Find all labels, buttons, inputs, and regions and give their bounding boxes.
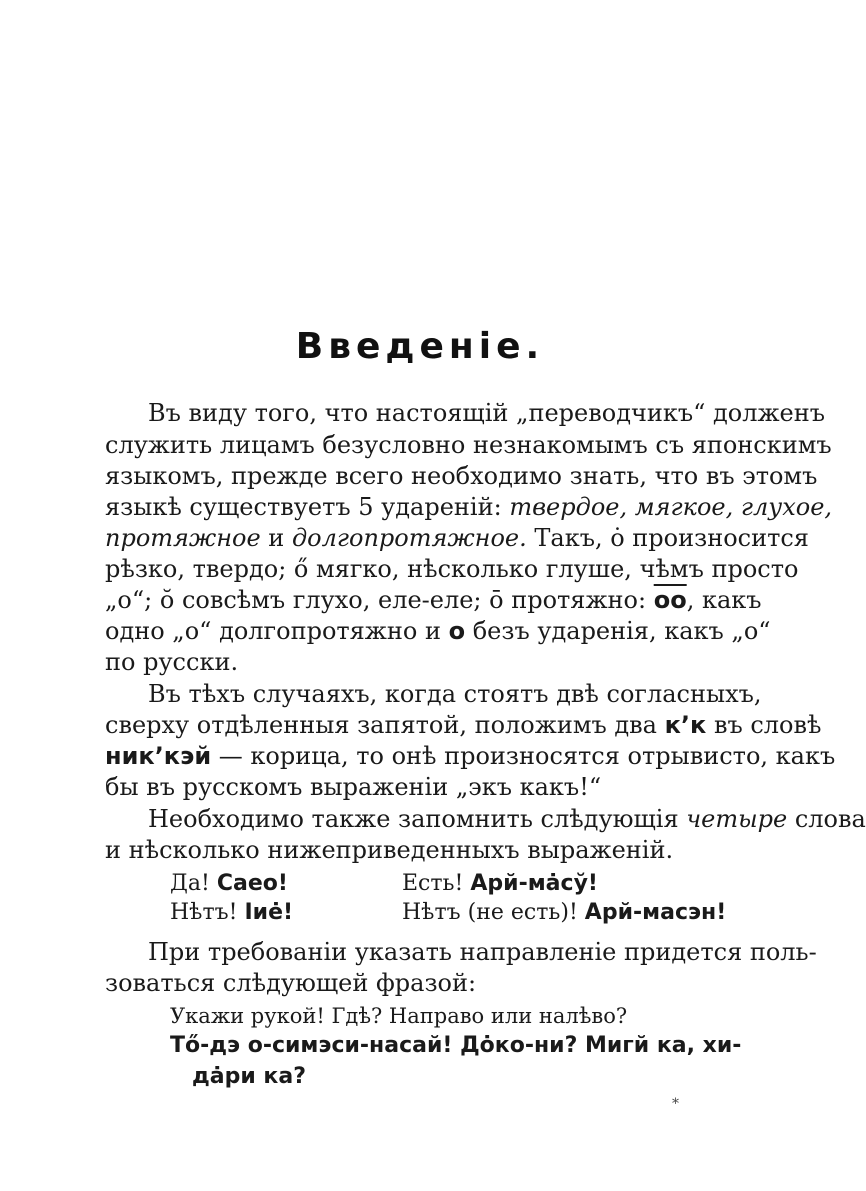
phrase-row1-jp: Саео!	[216, 871, 288, 896]
para1-line5-italic1: протяжное	[105, 524, 261, 552]
phrase-row2-ru2	[402, 898, 726, 928]
phrase-row1-ru	[170, 869, 288, 899]
para1-line8	[105, 616, 771, 646]
para1-line5	[105, 523, 809, 553]
para1-line8-text1: одно „о“ долгопротяжно и	[105, 617, 449, 645]
para1-line5-italic2: долгопротяжное.	[291, 524, 527, 552]
phrase-row1-jp2: Арй-мȧсў!	[470, 871, 598, 896]
phrase-row2-ru-text: Нѣтъ!	[170, 900, 238, 925]
para4-line2: зоваться слѣдующей фразой:	[105, 969, 477, 997]
para1-line5-text1: и	[260, 524, 292, 552]
para2-line2-text1: сверху отдѣленныя запятой, положимъ два	[105, 711, 665, 739]
para3-line1-text2: слова	[787, 805, 866, 833]
para1-line8-text2: безъ ударенія, какъ „о“	[465, 617, 771, 645]
para1-line5-text2: Такъ, ȯ произносится	[526, 524, 809, 552]
phrase-row1-ru2-text: Есть!	[402, 871, 464, 896]
para1-line4-italic: твердое, мягкое, глухое,	[509, 493, 833, 521]
para1-line7	[105, 585, 762, 615]
para1-line4	[105, 492, 833, 522]
para1-line7-text1: „о“; ŏ совсѣмъ глухо, еле-еле; ō протяжно:	[105, 586, 647, 614]
para1-line1: Въ виду того, что настоящій „переводчикъ“ долженъ	[148, 399, 826, 427]
para2-line3	[105, 741, 836, 771]
para3-line1-italic: четыре	[686, 805, 788, 833]
para1-line3: языкомъ, прежде всего необходимо знать, что въ этомъ	[105, 462, 818, 490]
phrase-row2-ru	[170, 898, 293, 928]
para2-line2-bold: к’к	[664, 711, 707, 739]
para2-line1: Въ тѣхъ случаяхъ, когда стоятъ двѣ согласныхъ,	[148, 680, 762, 708]
para1-line7-text2: , какъ	[686, 586, 762, 614]
phrase-row2-ru2-text: Нѣтъ (не есть)!	[402, 900, 578, 925]
para2-line3-bold: ник’кэй	[105, 742, 212, 770]
example-ru: Укажи рукой! Гдѣ? Направо или налѣво?	[170, 1004, 628, 1028]
para1-line6: рѣзко, твердо; ő мягко, нѣсколько глуше, чѣмъ просто	[105, 555, 799, 583]
para2-line3-text: — корица, то онѣ произносятся отрывисто, какъ	[211, 742, 836, 770]
phrase-row2-jp2: Арй-масэн!	[584, 900, 727, 925]
para3-line2: и нѣсколько нижеприведенныхъ выраженій.	[105, 836, 674, 864]
para4-line1: При требованіи указать направленіе придется поль-	[148, 938, 817, 966]
para1-line2: служить лицамъ безусловно незнакомымъ съ японскимъ	[105, 431, 832, 459]
para1-line7-oo: оо	[653, 586, 687, 614]
footer-mark: *	[672, 1096, 679, 1112]
phrase-row1-ru-text: Да!	[170, 871, 210, 896]
para1-line8-bold: о	[448, 617, 466, 645]
phrase-row1-ru2	[402, 869, 598, 899]
para2-line4: бы въ русскомъ выраженіи „экъ какъ!“	[105, 773, 602, 801]
page-title: Введеніе.	[295, 326, 545, 367]
example-jp-line1: Тő-дэ о-симэси-насай! Дȯко-ни? Мигй ка, хи-	[170, 1033, 742, 1058]
para3-line1-text1: Необходимо также запомнить слѣдующія	[148, 805, 687, 833]
para2-line2-text2: въ словѣ	[706, 711, 822, 739]
para2-line2	[105, 710, 822, 740]
para3-line1	[148, 804, 866, 834]
phrase-row2-jp: Іиė!	[244, 900, 294, 925]
para1-line9: по русски.	[105, 648, 239, 676]
para1-line4-text: языкѣ существуетъ 5 удареній:	[105, 493, 502, 521]
example-jp-line2: дȧри ка?	[192, 1064, 306, 1089]
